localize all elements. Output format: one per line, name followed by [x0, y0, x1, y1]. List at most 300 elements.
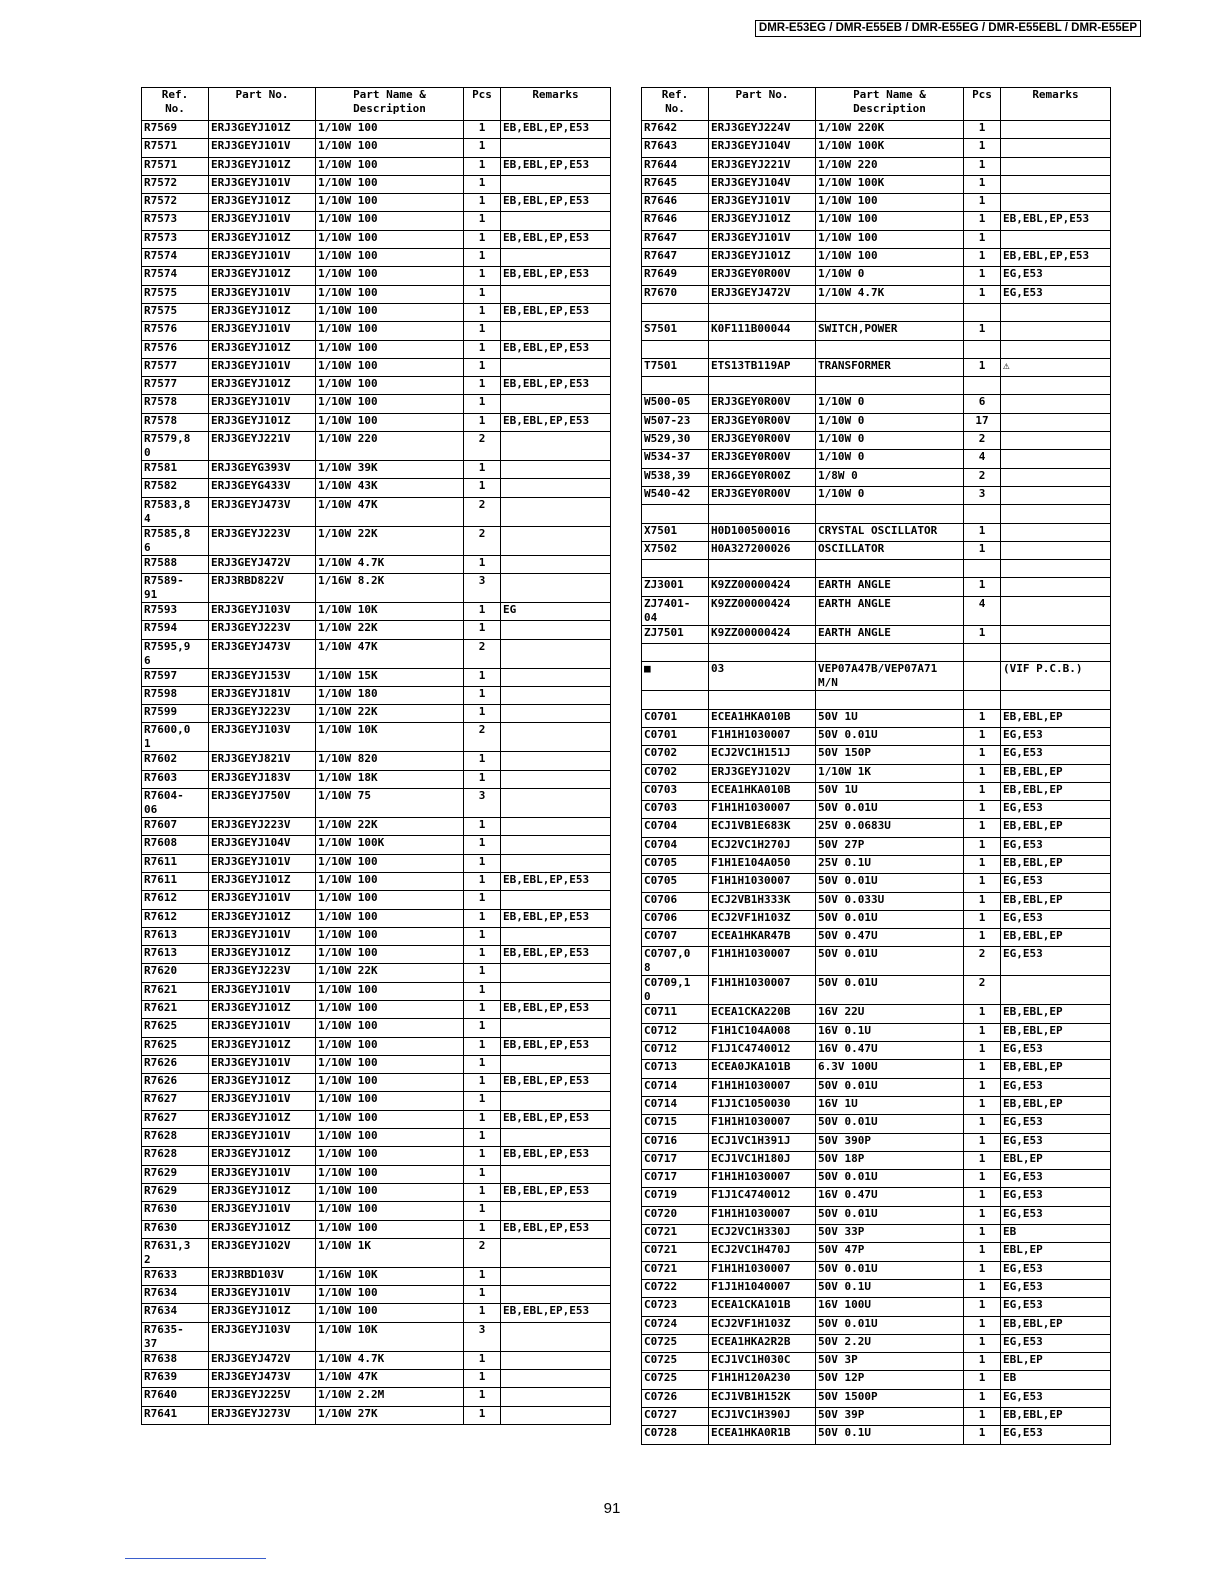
cell-remarks: [1001, 596, 1111, 625]
cell-part-no: ERJ3GEYJ750V: [209, 789, 316, 818]
table-row: [642, 1426, 1111, 1444]
cell-ref-no: R7572: [142, 175, 209, 193]
cell-part-name: 1/10W 15K: [316, 668, 464, 686]
cell-ref-no: R7575: [142, 303, 209, 321]
cell-part-no: ERJ3GEYJ181V: [209, 686, 316, 704]
cell-remarks: EB: [1001, 1371, 1111, 1389]
cell-remarks: [1001, 432, 1111, 450]
cell-pcs: 1: [464, 1037, 501, 1055]
cell-pcs: 1: [964, 1426, 1001, 1444]
parts-table-right-body: [642, 121, 1111, 1445]
cell-remarks: EG,E53: [1001, 727, 1111, 745]
table-row: [142, 1037, 611, 1055]
cell-part-no: ERJ3GEYJ225V: [209, 1388, 316, 1406]
cell-ref-no: W500-05: [642, 395, 709, 413]
parts-table-left-body: [142, 121, 611, 1425]
cell-pcs: 1: [464, 1267, 501, 1285]
table-row: [642, 450, 1111, 468]
cell-part-no: ERJ3GEYJ102V: [709, 764, 816, 782]
cell-pcs: 1: [964, 855, 1001, 873]
cell-part-no: F1H1H1030007: [709, 874, 816, 892]
cell-part-no: F1J1C4740012: [709, 1042, 816, 1060]
table-row: [642, 505, 1111, 523]
table-row: [642, 541, 1111, 559]
cell-part-name: 1/10W 820: [316, 752, 464, 770]
cell-part-no: ERJ3GEYJ101V: [209, 982, 316, 1000]
cell-pcs: 1: [464, 395, 501, 413]
cell-part-name: 1/10W 100: [316, 230, 464, 248]
cell-remarks: EB,EBL,EP: [1001, 892, 1111, 910]
table-row: [142, 479, 611, 497]
cell-ref-no: C0707: [642, 929, 709, 947]
table-row: [642, 1023, 1111, 1041]
cell-pcs: 1: [464, 1220, 501, 1238]
cell-ref-no: R7578: [142, 413, 209, 431]
cell-part-no: ERJ3GEYJ101V: [209, 285, 316, 303]
cell-part-name: 50V 0.01U: [816, 727, 964, 745]
cell-ref-no: C0707,0 8: [642, 947, 709, 976]
cell-remarks: [501, 1092, 611, 1110]
cell-ref-no: R7588: [142, 555, 209, 573]
cell-pcs: 2: [964, 468, 1001, 486]
cell-part-name: 50V 0.01U: [816, 976, 964, 1005]
cell-part-name: 1/10W 100: [316, 1202, 464, 1220]
cell-pcs: 1: [964, 1188, 1001, 1206]
cell-part-no: ERJ3GEYJ101V: [209, 854, 316, 872]
cell-remarks: EB,EBL,EP: [1001, 1005, 1111, 1023]
cell-part-no: ECJ2VC1H270J: [709, 837, 816, 855]
cell-remarks: (VIF P.C.B.): [1001, 662, 1111, 691]
table-row: [142, 686, 611, 704]
cell-remarks: [501, 686, 611, 704]
cell-part-name: 50V 1500P: [816, 1389, 964, 1407]
cell-remarks: [501, 1019, 611, 1037]
table-row: [142, 1183, 611, 1201]
table-row: [142, 946, 611, 964]
table-row: [642, 929, 1111, 947]
table-row: [142, 432, 611, 461]
cell-ref-no: R7643: [642, 139, 709, 157]
cell-pcs: 1: [964, 1206, 1001, 1224]
cell-remarks: [501, 1322, 611, 1351]
cell-pcs: 1: [464, 139, 501, 157]
table-row: [642, 175, 1111, 193]
cell-ref-no: R7649: [642, 267, 709, 285]
cell-pcs: 1: [964, 1042, 1001, 1060]
cell-remarks: EB,EBL,EP,E53: [501, 377, 611, 395]
cell-part-no: K9ZZ00000424: [709, 578, 816, 596]
cell-part-no: ERJ3GEYJ223V: [209, 705, 316, 723]
cell-remarks: EG,E53: [1001, 1389, 1111, 1407]
cell-pcs: 1: [464, 668, 501, 686]
cell-pcs: 2: [464, 432, 501, 461]
table-row: [642, 837, 1111, 855]
table-row: [642, 709, 1111, 727]
table-row: [642, 819, 1111, 837]
cell-pcs: [964, 505, 1001, 523]
cell-ref-no: C0701: [642, 709, 709, 727]
cell-remarks: [1001, 560, 1111, 578]
cell-part-name: 1/10W 100: [316, 1000, 464, 1018]
table-row: [642, 1096, 1111, 1114]
cell-remarks: [501, 175, 611, 193]
cell-ref-no: C0711: [642, 1005, 709, 1023]
cell-ref-no: R7639: [142, 1370, 209, 1388]
table-row: [142, 723, 611, 752]
table-row: [142, 927, 611, 945]
cell-pcs: 1: [464, 927, 501, 945]
table-row: [642, 976, 1111, 1005]
cell-remarks: [1001, 139, 1111, 157]
cell-remarks: [1001, 230, 1111, 248]
cell-ref-no: C0704: [642, 837, 709, 855]
cell-ref-no: [642, 377, 709, 395]
table-row: [142, 175, 611, 193]
table-row: [642, 249, 1111, 267]
cell-remarks: [501, 285, 611, 303]
cell-part-no: ECJ1VB1E683K: [709, 819, 816, 837]
cell-ref-no: R7598: [142, 686, 209, 704]
cell-pcs: 1: [964, 782, 1001, 800]
cell-part-name: 50V 0.01U: [816, 1115, 964, 1133]
cell-pcs: 1: [464, 212, 501, 230]
cell-ref-no: [642, 340, 709, 358]
cell-ref-no: R7612: [142, 891, 209, 909]
cell-pcs: 1: [464, 157, 501, 175]
table-row: [142, 497, 611, 526]
cell-part-name: 50V 33P: [816, 1225, 964, 1243]
cell-remarks: [501, 836, 611, 854]
cell-part-no: ERJ3GEYJ821V: [209, 752, 316, 770]
cell-pcs: 1: [464, 770, 501, 788]
cell-remarks: [501, 1202, 611, 1220]
cell-pcs: 1: [464, 358, 501, 376]
table-row: [642, 625, 1111, 643]
cell-ref-no: C0721: [642, 1261, 709, 1279]
cell-part-no: ERJ3GEY0R00V: [709, 450, 816, 468]
cell-part-name: 1/10W 10K: [316, 1322, 464, 1351]
cell-part-name: 1/10W 4.7K: [316, 1351, 464, 1369]
table-row: [142, 573, 611, 602]
table-row: [642, 892, 1111, 910]
cell-remarks: [501, 526, 611, 555]
cell-remarks: EG,E53: [1001, 1042, 1111, 1060]
cell-part-name: 1/10W 1K: [316, 1238, 464, 1267]
cell-part-name: 1/10W 100: [316, 377, 464, 395]
cell-remarks: EB,EBL,EP: [1001, 1316, 1111, 1334]
table-row: [642, 1371, 1111, 1389]
table-row: [642, 1334, 1111, 1352]
cell-part-no: ECEA1HKA0R1B: [709, 1426, 816, 1444]
cell-part-name: 1/10W 100: [316, 872, 464, 890]
cell-part-name: 50V 0.1U: [816, 1279, 964, 1297]
cell-part-no: ERJ3GEYJ223V: [209, 621, 316, 639]
cell-part-no: ERJ3GEYJ101Z: [209, 230, 316, 248]
cell-part-name: 16V 22U: [816, 1005, 964, 1023]
cell-part-name: 6.3V 100U: [816, 1060, 964, 1078]
cell-remarks: EG,E53: [1001, 1426, 1111, 1444]
cell-ref-no: R7581: [142, 461, 209, 479]
cell-remarks: [501, 461, 611, 479]
cell-ref-no: R7589- 91: [142, 573, 209, 602]
cell-part-no: F1H1H1030007: [709, 1078, 816, 1096]
column-header-remarks: Remarks: [1001, 88, 1111, 121]
cell-ref-no: R7646: [642, 212, 709, 230]
table-row: [142, 1406, 611, 1424]
table-row: [142, 285, 611, 303]
cell-remarks: EB,EBL,EP: [1001, 709, 1111, 727]
table-row: [642, 1408, 1111, 1426]
cell-pcs: 1: [964, 1408, 1001, 1426]
cell-part-name: 1/10W 100: [316, 139, 464, 157]
cell-part-name: 50V 0.01U: [816, 947, 964, 976]
table-row: [142, 1092, 611, 1110]
table-row: [642, 157, 1111, 175]
cell-part-name: [816, 340, 964, 358]
cell-remarks: ⚠: [1001, 358, 1111, 376]
cell-part-name: 1/10W 100: [316, 1110, 464, 1128]
cell-part-no: H0A327200026: [709, 541, 816, 559]
cell-part-no: ECEA0JKA101B: [709, 1060, 816, 1078]
cell-ref-no: R7612: [142, 909, 209, 927]
cell-remarks: EB,EBL,EP: [1001, 819, 1111, 837]
cell-pcs: 1: [964, 1261, 1001, 1279]
cell-part-no: ERJ3RBD103V: [209, 1267, 316, 1285]
table-row: [142, 413, 611, 431]
cell-pcs: 17: [964, 413, 1001, 431]
cell-remarks: EB,EBL,EP: [1001, 764, 1111, 782]
cell-ref-no: R7578: [142, 395, 209, 413]
cell-ref-no: R7630: [142, 1220, 209, 1238]
cell-ref-no: R7575: [142, 285, 209, 303]
cell-ref-no: C0726: [642, 1389, 709, 1407]
cell-pcs: 1: [964, 1316, 1001, 1334]
cell-ref-no: C0723: [642, 1298, 709, 1316]
cell-part-name: 1/10W 0: [816, 432, 964, 450]
cell-ref-no: C0714: [642, 1096, 709, 1114]
cell-pcs: 1: [464, 1019, 501, 1037]
table-row: [642, 194, 1111, 212]
cell-ref-no: R7607: [142, 818, 209, 836]
cell-part-no: ECJ2VF1H103Z: [709, 1316, 816, 1334]
cell-ref-no: C0721: [642, 1225, 709, 1243]
footer-divider: [125, 1558, 266, 1559]
table-row: [642, 468, 1111, 486]
cell-part-name: 1/10W 220: [816, 157, 964, 175]
cell-remarks: EB,EBL,EP,E53: [501, 872, 611, 890]
cell-part-no: ECJ2VB1H333K: [709, 892, 816, 910]
cell-pcs: 1: [964, 1023, 1001, 1041]
cell-remarks: [501, 1267, 611, 1285]
cell-remarks: EB,EBL,EP,E53: [501, 267, 611, 285]
cell-part-name: 50V 27P: [816, 837, 964, 855]
cell-ref-no: C0725: [642, 1371, 709, 1389]
cell-part-name: 1/10W 100: [316, 1304, 464, 1322]
cell-part-name: 1/10W 100: [316, 854, 464, 872]
cell-remarks: EB,EBL,EP,E53: [501, 1220, 611, 1238]
cell-part-name: 1/10W 22K: [316, 964, 464, 982]
cell-remarks: [501, 1238, 611, 1267]
table-row: [142, 1304, 611, 1322]
cell-part-name: 50V 0.01U: [816, 910, 964, 928]
cell-part-name: 50V 0.1U: [816, 1426, 964, 1444]
cell-part-no: ERJ3GEYJ473V: [209, 639, 316, 668]
cell-ref-no: C0705: [642, 874, 709, 892]
cell-part-no: ERJ3GEYJ101Z: [209, 121, 316, 139]
cell-ref-no: C0703: [642, 801, 709, 819]
table-row: [142, 303, 611, 321]
cell-part-no: ECJ2VC1H470J: [709, 1243, 816, 1261]
cell-pcs: 1: [464, 1183, 501, 1201]
table-row: [142, 1322, 611, 1351]
cell-pcs: 1: [964, 1170, 1001, 1188]
cell-remarks: EB,EBL,EP,E53: [501, 230, 611, 248]
cell-part-name: 1/10W 1K: [816, 764, 964, 782]
cell-ref-no: [642, 505, 709, 523]
table-row: [642, 691, 1111, 709]
cell-part-name: 50V 150P: [816, 746, 964, 764]
table-row: [142, 705, 611, 723]
cell-part-no: ERJ3GEYJ101V: [209, 1129, 316, 1147]
cell-part-no: ERJ3GEYJ221V: [209, 432, 316, 461]
cell-pcs: 1: [964, 1371, 1001, 1389]
cell-remarks: [1001, 691, 1111, 709]
cell-part-no: ERJ3GEYJ101V: [209, 1092, 316, 1110]
cell-remarks: EB,EBL,EP: [1001, 929, 1111, 947]
cell-remarks: [501, 322, 611, 340]
cell-ref-no: R7647: [642, 249, 709, 267]
table-row: [142, 818, 611, 836]
cell-part-name: TRANSFORMER: [816, 358, 964, 376]
table-row: [642, 1151, 1111, 1169]
cell-remarks: EG,E53: [1001, 947, 1111, 976]
table-row: [642, 1316, 1111, 1334]
cell-part-name: 1/10W 100: [316, 157, 464, 175]
cell-remarks: [501, 1165, 611, 1183]
cell-part-no: ERJ3GEYJ101Z: [209, 1110, 316, 1128]
cell-remarks: [1001, 377, 1111, 395]
table-row: [642, 395, 1111, 413]
cell-ref-no: R7574: [142, 249, 209, 267]
table-row: [642, 1389, 1111, 1407]
cell-pcs: 1: [464, 1074, 501, 1092]
cell-part-name: 1/10W 100K: [816, 175, 964, 193]
cell-part-no: 03: [709, 662, 816, 691]
cell-part-no: F1J1C1050030: [709, 1096, 816, 1114]
cell-ref-no: C0715: [642, 1115, 709, 1133]
cell-ref-no: C0706: [642, 892, 709, 910]
cell-part-name: 1/10W 100: [316, 340, 464, 358]
cell-ref-no: R7635- 37: [142, 1322, 209, 1351]
cell-part-no: [709, 377, 816, 395]
table-header-row: [142, 88, 611, 121]
cell-ref-no: R7670: [642, 285, 709, 303]
cell-ref-no: [642, 644, 709, 662]
table-row: [642, 322, 1111, 340]
cell-ref-no: X7501: [642, 523, 709, 541]
cell-pcs: 1: [464, 1370, 501, 1388]
cell-ref-no: R7569: [142, 121, 209, 139]
table-row: [642, 1042, 1111, 1060]
cell-pcs: 1: [964, 1334, 1001, 1352]
cell-part-name: 16V 100U: [816, 1298, 964, 1316]
cell-part-no: ECEA1HKA010B: [709, 709, 816, 727]
cell-ref-no: R7638: [142, 1351, 209, 1369]
cell-part-no: ERJ3GEYJ223V: [209, 526, 316, 555]
cell-pcs: 2: [464, 1238, 501, 1267]
table-row: [142, 1000, 611, 1018]
column-header-ref: Ref. No.: [642, 88, 709, 121]
cell-part-name: 1/10W 100: [316, 395, 464, 413]
cell-pcs: 1: [964, 1078, 1001, 1096]
cell-part-no: ERJ3GEYJ101Z: [709, 249, 816, 267]
cell-part-no: [709, 691, 816, 709]
model-header: DMR-E53EG / DMR-E55EB / DMR-E55EG / DMR-E55EBL / DMR-E55EP: [755, 20, 1141, 37]
cell-part-no: ECJ1VC1H390J: [709, 1408, 816, 1426]
cell-pcs: 1: [464, 1406, 501, 1424]
cell-pcs: 1: [464, 705, 501, 723]
cell-part-name: 50V 0.01U: [816, 1261, 964, 1279]
cell-part-no: ERJ3GEYJ183V: [209, 770, 316, 788]
table-row: [642, 432, 1111, 450]
cell-ref-no: R7627: [142, 1092, 209, 1110]
cell-ref-no: R7597: [142, 668, 209, 686]
cell-remarks: EBL,EP: [1001, 1151, 1111, 1169]
table-row: [642, 139, 1111, 157]
table-row: [142, 1286, 611, 1304]
cell-part-name: 50V 47P: [816, 1243, 964, 1261]
cell-part-no: ERJ3GEYJ102V: [209, 1238, 316, 1267]
table-row: [642, 1243, 1111, 1261]
table-row: [642, 662, 1111, 691]
cell-part-name: 1/10W 100: [316, 1147, 464, 1165]
cell-remarks: [501, 927, 611, 945]
table-row: [642, 746, 1111, 764]
cell-part-name: 50V 1U: [816, 782, 964, 800]
cell-ref-no: R7620: [142, 964, 209, 982]
cell-pcs: [964, 340, 1001, 358]
cell-pcs: 2: [964, 947, 1001, 976]
cell-part-no: ERJ3GEYJ101Z: [209, 1304, 316, 1322]
cell-remarks: [501, 432, 611, 461]
cell-remarks: EB,EBL,EP,E53: [501, 1183, 611, 1201]
cell-ref-no: R7576: [142, 340, 209, 358]
cell-remarks: [501, 621, 611, 639]
cell-pcs: 1: [964, 819, 1001, 837]
cell-part-name: 1/10W 100: [316, 303, 464, 321]
column-header-part-name: Part Name & Description: [816, 88, 964, 121]
cell-pcs: 1: [464, 752, 501, 770]
table-row: [642, 1261, 1111, 1279]
cell-ref-no: R7640: [142, 1388, 209, 1406]
cell-ref-no: C0712: [642, 1023, 709, 1041]
cell-part-name: 50V 0.01U: [816, 1206, 964, 1224]
cell-part-name: 50V 18P: [816, 1151, 964, 1169]
table-row: [142, 872, 611, 890]
cell-part-no: ECEA1CKA220B: [709, 1005, 816, 1023]
cell-remarks: [501, 497, 611, 526]
table-row: [142, 752, 611, 770]
cell-pcs: 2: [464, 497, 501, 526]
cell-ref-no: R7626: [142, 1055, 209, 1073]
cell-part-name: 50V 0.01U: [816, 1078, 964, 1096]
table-row: [642, 523, 1111, 541]
cell-pcs: [964, 303, 1001, 321]
cell-part-no: ERJ3GEYJ101V: [209, 175, 316, 193]
table-row: [142, 1110, 611, 1128]
cell-part-name: [816, 691, 964, 709]
cell-remarks: EG,E53: [1001, 874, 1111, 892]
